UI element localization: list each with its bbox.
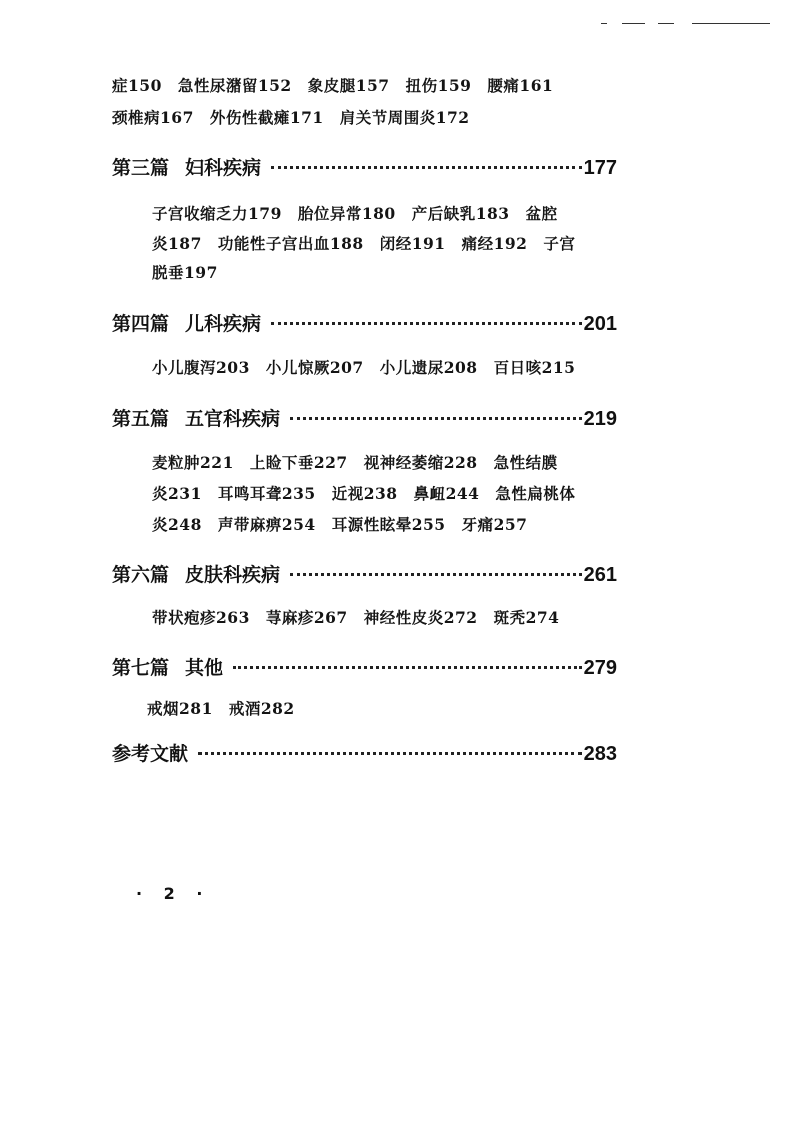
toc-entries-line: 小儿腹泻203 小儿惊厥207 小儿遗尿208 百日咳215 — [152, 358, 576, 377]
toc-entries-line: 炎187 功能性子宫出血188 闭经191 痛经192 子宫 — [152, 234, 576, 253]
section-part-label: 第四篇 — [112, 313, 170, 335]
section-part-label: 第五篇 — [112, 408, 170, 430]
section-title: 五官科疾病 — [185, 408, 281, 430]
dot-leader — [271, 322, 582, 325]
toc-entries-line: 子宫收缩乏力179 胎位异常180 产后缺乳183 盆腔 — [152, 204, 558, 223]
header-rule-fragment — [601, 23, 607, 24]
section-page-number: 201 — [583, 313, 617, 335]
toc-section-references[interactable] — [112, 739, 617, 766]
section-page-number: 177 — [583, 157, 617, 179]
section-page-number: 261 — [583, 564, 617, 586]
section-title: 其他 — [185, 657, 224, 679]
toc-entries-line: 炎231 耳鸣耳聋235 近视238 鼻衄244 急性扁桃体 — [152, 484, 576, 503]
dot-leader — [233, 666, 582, 669]
section-part-label: 第三篇 — [112, 157, 170, 179]
header-rule-fragment — [622, 23, 645, 24]
section-title: 妇科疾病 — [185, 157, 262, 179]
toc-entries-line: 脱垂197 — [152, 263, 218, 282]
section-page-number: 283 — [583, 743, 617, 765]
toc-section-6[interactable] — [112, 560, 617, 587]
section-part-label: 第六篇 — [112, 564, 170, 586]
header-rule-fragment — [658, 23, 674, 24]
toc-entries-line: 炎248 声带麻痹254 耳源性眩晕255 牙痛257 — [152, 515, 528, 534]
toc-entries-line: 颈椎病167 外伤性截瘫171 肩关节周围炎172 — [112, 108, 470, 127]
section-part-label: 第七篇 — [112, 657, 170, 679]
toc-section-5[interactable] — [112, 404, 617, 431]
section-title: 参考文献 — [112, 743, 189, 765]
toc-entries-line: 带状疱疹263 荨麻疹267 神经性皮炎272 斑秃274 — [152, 608, 560, 627]
dot-leader — [271, 166, 582, 169]
section-page-number: 219 — [583, 408, 617, 430]
dot-leader — [198, 752, 582, 755]
header-rule — [692, 23, 770, 24]
toc-entries-line: 戒烟281 戒酒282 — [147, 699, 295, 718]
toc-section-7[interactable] — [112, 653, 617, 680]
section-title: 皮肤科疾病 — [185, 564, 281, 586]
toc-section-4[interactable] — [112, 309, 617, 336]
toc-entries-line: 症150 急性尿潴留152 象皮腿157 扭伤159 腰痛161 — [112, 76, 554, 95]
section-page-number: 279 — [583, 657, 617, 679]
dot-leader — [290, 573, 582, 576]
page-number-footer: · 2 · — [136, 884, 211, 903]
section-title: 儿科疾病 — [185, 313, 262, 335]
dot-leader — [290, 417, 582, 420]
toc-section-3[interactable] — [112, 153, 617, 180]
toc-entries-line: 麦粒肿221 上睑下垂227 视神经萎缩228 急性结膜 — [152, 453, 558, 472]
